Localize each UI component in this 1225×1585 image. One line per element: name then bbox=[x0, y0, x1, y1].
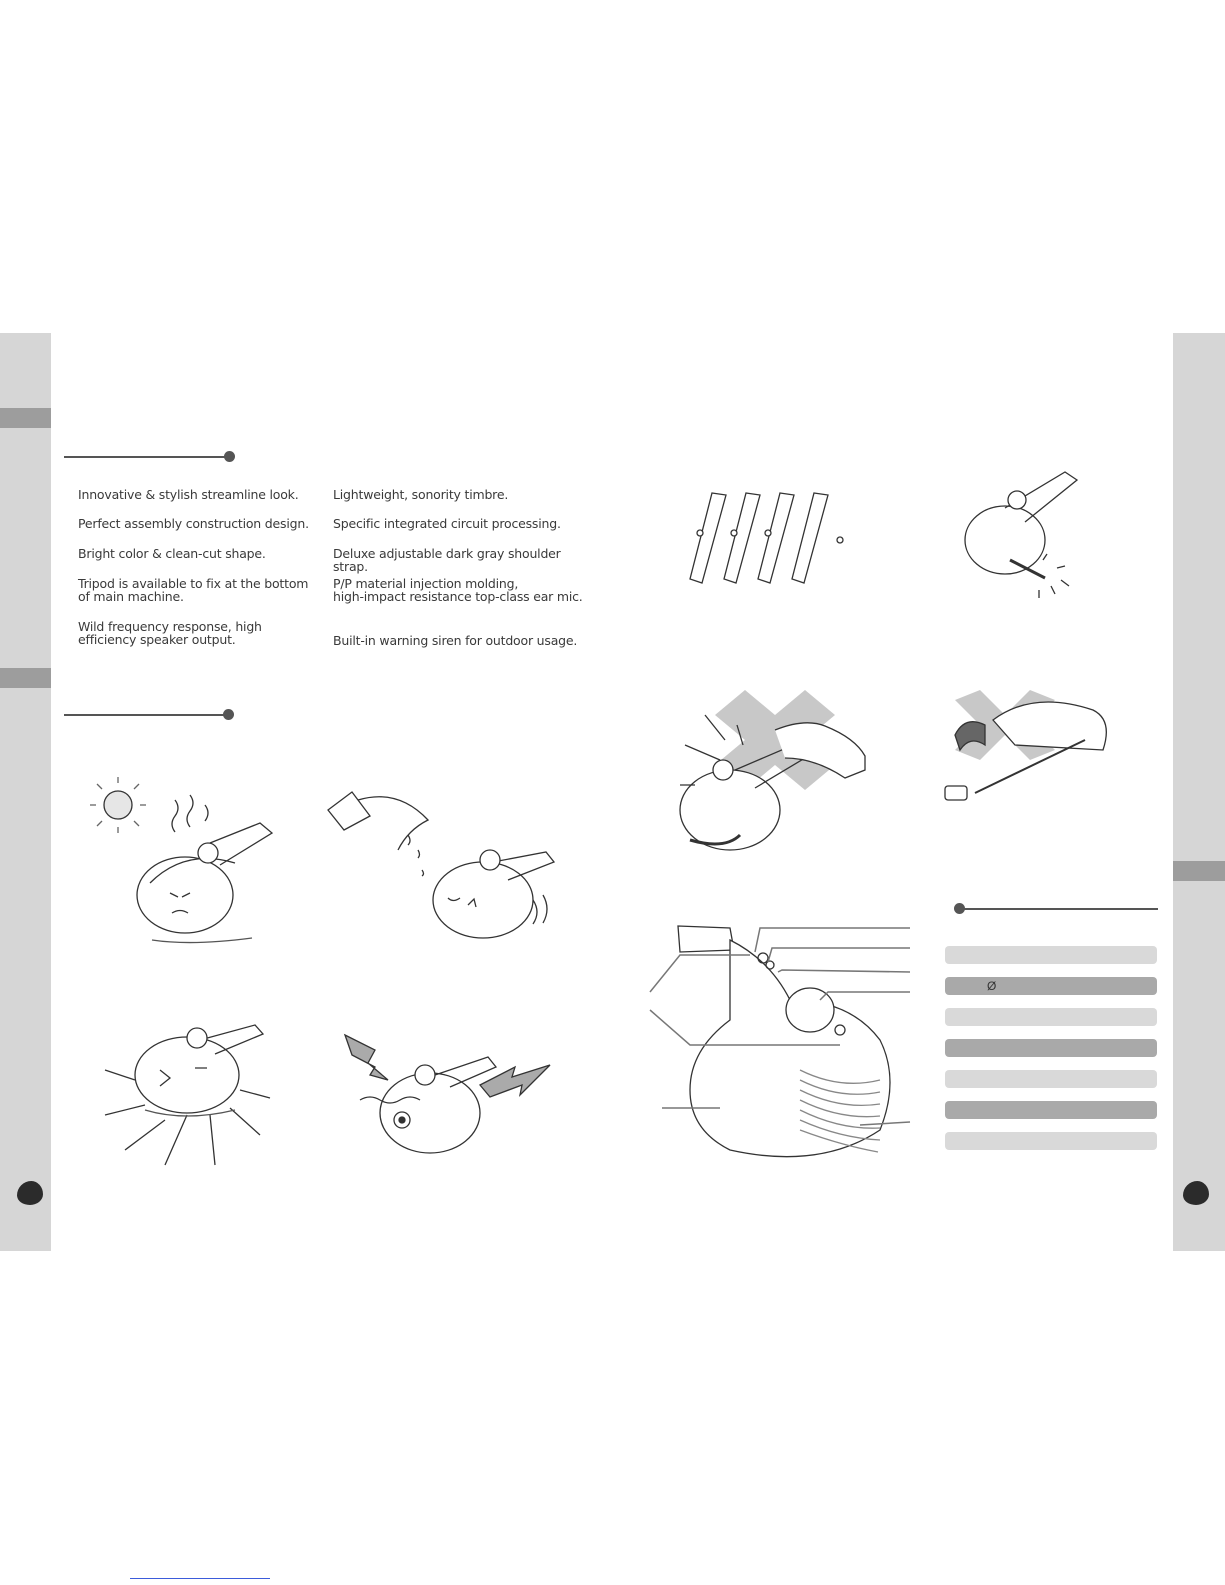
feature-item: Bright color & clean-cut shape. bbox=[78, 546, 266, 561]
caution-heat-illustration bbox=[90, 775, 290, 950]
spec-bar bbox=[945, 1070, 1157, 1088]
right-side-tab bbox=[1173, 333, 1225, 1251]
spec-bar bbox=[945, 946, 1157, 964]
left-side-tab bbox=[0, 333, 51, 1251]
feature-item: Built-in warning siren for outdoor usage. bbox=[333, 633, 578, 648]
feature-item: P/P material injection molding, high-impact resistance top-class ear mic. bbox=[333, 576, 583, 604]
battery-insert-illustration bbox=[965, 460, 1095, 610]
spec-bar-symbol: Ø bbox=[987, 979, 997, 993]
feature-item: Wild frequency response, high efficiency speaker output. bbox=[78, 619, 262, 647]
features-header-line bbox=[64, 456, 229, 458]
spec-bar bbox=[945, 1008, 1157, 1026]
plug-warning-illustration bbox=[675, 690, 880, 865]
spec-bar bbox=[945, 1039, 1157, 1057]
spec-bar bbox=[945, 1132, 1157, 1150]
caution-impact-illustration bbox=[105, 1020, 275, 1170]
specs-header-line bbox=[959, 908, 1158, 910]
cautions-header-dot bbox=[223, 709, 234, 720]
right-tab-marker-1 bbox=[1173, 861, 1225, 881]
caution-water-illustration bbox=[318, 780, 558, 955]
feature-item: Deluxe adjustable dark gray shoulder strap. bbox=[333, 546, 561, 574]
page-logo-icon bbox=[17, 1181, 43, 1205]
feature-item: Innovative & stylish streamline look. bbox=[78, 487, 299, 502]
batteries-illustration bbox=[690, 485, 850, 595]
cautions-header-line bbox=[64, 714, 228, 716]
strap-fold-illustration bbox=[945, 690, 1115, 815]
spec-bar bbox=[945, 977, 1157, 995]
feature-item: Perfect assembly construction design. bbox=[78, 516, 309, 531]
left-tab-marker-2 bbox=[0, 668, 51, 688]
page-logo-icon bbox=[1183, 1181, 1209, 1205]
bottom-link-line bbox=[130, 1578, 270, 1579]
caution-lightning-illustration bbox=[340, 1025, 560, 1170]
features-header-dot bbox=[224, 451, 235, 462]
left-tab-marker-1 bbox=[0, 408, 51, 428]
feature-item: Lightweight, sonority timbre. bbox=[333, 487, 509, 502]
feature-item: Tripod is available to fix at the bottom of main machine. bbox=[78, 576, 309, 604]
spec-bar bbox=[945, 1101, 1157, 1119]
feature-item: Specific integrated circuit processing. bbox=[333, 516, 561, 531]
parts-diagram bbox=[650, 920, 910, 1175]
